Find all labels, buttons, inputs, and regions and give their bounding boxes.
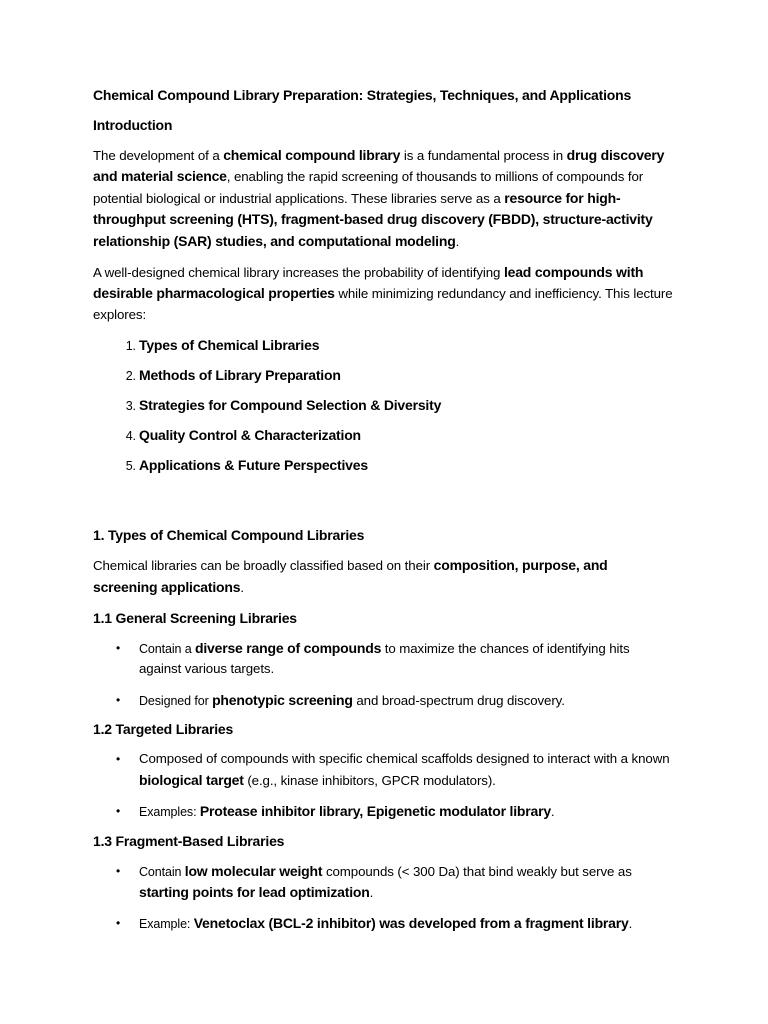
bullet-icon: • [116,641,121,656]
text: while minimizing redundancy and inefficiency. This lecture explores: [93,286,673,322]
section-1-2-heading: 1.2 Targeted Libraries [93,721,234,738]
list-item [116,801,675,822]
intro-paragraph-2 [93,262,675,325]
text: . [550,804,555,820]
bold-text: low molecular weight [184,862,323,879]
text: compounds (< 300 Da) that bind weakly but serve as [322,863,632,879]
lecture-outline-list [93,335,675,475]
text: A well-designed chemical library increases the probability of identifying [93,265,504,281]
outline-item-quality-control: 4. Quality Control & Characterization [139,425,675,445]
text: . [628,916,633,932]
section-1-3-list [93,861,675,935]
section-spacer [93,485,675,515]
list-item [116,749,675,791]
bold-text: starting points for lead optimization [139,883,370,900]
text: . [240,579,244,595]
text: The development of a [93,148,224,163]
intro-paragraph-1 [93,145,675,252]
text: to maximize the chances of identifying hits against various targets. [139,641,630,677]
bold-text: lead compounds with desirable pharmacological properties [93,264,644,302]
bold-text: diverse range of compounds [194,640,382,657]
text: Contain a [139,642,195,657]
bold-text: Protease inhibitor library, Epigenetic modulator library [199,803,551,820]
bold-text: phenotypic screening [212,691,353,708]
text: , enabling the rapid screening of thousands to millions of compounds for potential biological or industrial applications. These libraries serve as a [93,169,644,206]
section-1-1-list [93,638,675,711]
section-1-paragraph [93,555,675,598]
bold-text: biological target [139,771,244,788]
text: (e.g., kinase inhibitors, GPCR modulators). [243,772,496,788]
text: Designed for [139,693,213,708]
section-1-1-heading: 1.1 General Screening Libraries [93,610,297,627]
text: is a fundamental process in [400,148,567,163]
text: Chemical libraries can be broadly classified based on their [93,558,434,574]
list-item [116,638,675,680]
text: . [369,884,374,900]
bullet-icon: • [116,916,121,931]
outline-item-strategies: 3. Strategies for Compound Selection & Diversity [139,395,675,415]
bold-text: composition, purpose, and screening applications [93,557,608,595]
list-item [116,913,675,934]
section-1-heading: 1. Types of Chemical Compound Libraries [93,527,365,544]
intro-heading: Introduction [93,117,173,133]
bold-text: chemical compound library [223,147,401,163]
text: . [455,233,460,249]
bullet-icon: • [116,752,121,767]
list-item [116,861,675,904]
outline-item-methods: 2. Methods of Library Preparation [139,365,675,385]
section-1-2-list [93,749,675,822]
text: Composed of compounds with specific chemical scaffolds designed to interact with a known [139,751,670,767]
bullet-icon: • [116,863,121,878]
bold-text: resource for high-throughput screening (HTS), fragment-based drug discovery (FBDD), structure-activity relationship (SAR) studies, and computational modeling [93,189,653,249]
section-1-3-heading: 1.3 Fragment-Based Libraries [93,832,285,849]
bullet-icon: • [116,692,121,707]
bold-text: Venetoclax (BCL-2 inhibitor) was developed from a fragment library [193,915,629,932]
bullet-icon: • [116,804,121,819]
text: and broad-spectrum drug discovery. [352,692,565,708]
bold-text: drug discovery and material science [93,147,665,185]
text: Example: [139,917,194,932]
outline-item-types: 1. Types of Chemical Libraries [139,335,675,355]
list-item [116,690,675,711]
outline-item-applications: 5. Applications & Future Perspectives [139,455,675,475]
document-title: Chemical Compound Library Preparation: Strategies, Techniques, and Applications [93,87,632,103]
text: Examples: [139,805,200,820]
text: Contain [139,864,185,879]
